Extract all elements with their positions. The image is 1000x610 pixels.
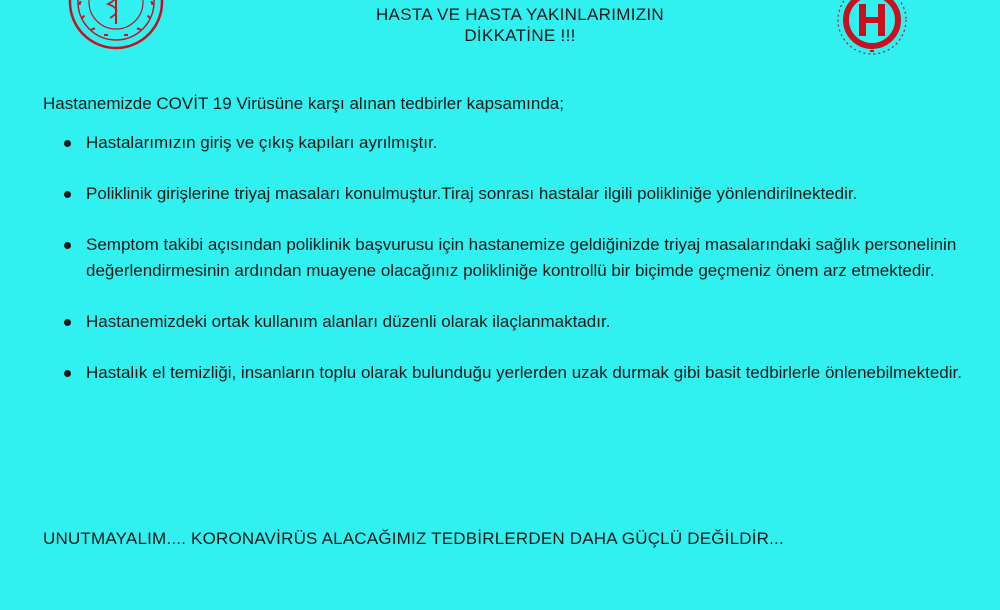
list-item — [62, 360, 982, 386]
list-item — [62, 181, 982, 207]
title-line-1: HASTA VE HASTA YAKINLARIMIZIN — [375, 5, 664, 24]
list-item — [62, 130, 982, 156]
list-item-text: Hastalarımızın giriş ve çıkış kapıları ayrılmıştır. — [86, 133, 438, 152]
bullet-icon — [64, 242, 71, 249]
title-line-2: DİKKATİNE !!! — [464, 26, 576, 45]
bullet-icon — [64, 191, 71, 198]
page-title — [300, 4, 740, 46]
hospital-h-logo-icon — [826, 0, 918, 58]
bullet-icon — [64, 140, 71, 147]
list-item-text: Hastalık el temizliği, insanların toplu olarak bulunduğu yerlerden uzak durmak gibi basit tedbirlerle önlenebilmektedir. — [86, 363, 962, 382]
bullet-icon — [64, 370, 71, 377]
list-item-text: Hastanemizdeki ortak kullanım alanları düzenli olarak ilaçlanmaktadır. — [86, 312, 611, 331]
bullet-icon — [64, 319, 71, 326]
measures-list — [62, 130, 982, 411]
list-item — [62, 232, 982, 284]
ministry-health-seal-icon — [66, 0, 166, 50]
warning-footer: UNUTMAYALIM.... KORONAVİRÜS ALACAĞIMIZ TEDBİRLERDEN DAHA GÜÇLÜ DEĞİLDİR... — [43, 529, 784, 548]
list-item — [62, 309, 982, 335]
intro-text: Hastanemizde COVİT 19 Virüsüne karşı alınan tedbirler kapsamında; — [43, 94, 564, 113]
list-item-text: Semptom takibi açısından poliklinik başvurusu için hastanemize geldiğinizde triyaj masalarındaki sağlık personelinin değerlendirmesinin ardından muayene olacağınız polikliniğe kontrollü bir biçimde geçmeniz önem arz etmektedir. — [86, 235, 957, 280]
list-item-text: Poliklinik girişlerine triyaj masaları konulmuştur.Tiraj sonrası hastalar ilgili polikliniğe yönlendirilnektedir. — [86, 184, 858, 203]
